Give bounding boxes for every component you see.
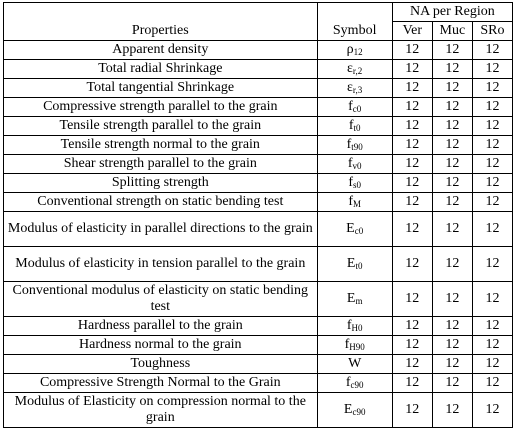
symbol-base: E <box>346 221 355 236</box>
symbol-base: f <box>348 194 353 209</box>
value-cell: 12 <box>472 212 512 247</box>
symbol-cell <box>317 374 392 393</box>
value-cell: 12 <box>392 317 432 336</box>
symbol-column-header: Symbol <box>317 22 392 41</box>
table-row <box>4 374 513 393</box>
property-cell: Toughness <box>4 355 318 374</box>
property-cell: Splitting strength <box>4 174 318 193</box>
property-cell: Hardness parallel to the grain <box>4 317 318 336</box>
value-cell: 12 <box>392 60 432 79</box>
symbol-cell <box>317 155 392 174</box>
value-cell: 12 <box>472 374 512 393</box>
symbol-subscript: c90 <box>350 380 364 390</box>
symbol-base: f <box>348 99 353 114</box>
value-cell: 12 <box>472 247 512 282</box>
value-cell: 12 <box>392 212 432 247</box>
value-cell: 12 <box>472 41 512 60</box>
symbol-subscript: H90 <box>349 342 365 352</box>
value-cell: 12 <box>432 317 472 336</box>
symbol-base: f <box>347 156 353 171</box>
table-row <box>4 174 513 193</box>
property-cell: Compressive Strength Normal to the Grain <box>4 374 318 393</box>
symbol-subscript: c0 <box>354 226 364 236</box>
value-cell: 12 <box>432 155 472 174</box>
symbol-cell <box>317 136 392 155</box>
value-cell: 12 <box>392 136 432 155</box>
value-cell: 12 <box>392 117 432 136</box>
value-cell: 12 <box>392 374 432 393</box>
value-cell: 12 <box>392 355 432 374</box>
value-cell: 12 <box>392 247 432 282</box>
symbol-subscript: v0 <box>352 161 362 171</box>
value-cell: 12 <box>472 136 512 155</box>
symbol-subscript: t0 <box>355 261 363 271</box>
value-cell: 12 <box>472 393 512 428</box>
value-cell: 12 <box>432 174 472 193</box>
property-cell: Hardness normal to the grain <box>4 336 318 355</box>
table-row <box>4 193 513 212</box>
properties-table <box>3 2 513 428</box>
table-row <box>4 282 513 317</box>
value-cell: 12 <box>472 336 512 355</box>
value-cell: 12 <box>432 41 472 60</box>
symbol-cell <box>317 282 392 317</box>
value-cell: 12 <box>472 282 512 317</box>
value-cell: 12 <box>392 41 432 60</box>
property-cell: Modulus of elasticity in tension parallel to the grain <box>4 247 318 282</box>
symbol-base: f <box>346 137 352 152</box>
value-cell: 12 <box>392 174 432 193</box>
value-cell: 12 <box>432 393 472 428</box>
table-row <box>4 79 513 98</box>
property-cell: Total tangential Shrinkage <box>4 79 318 98</box>
value-cell: 12 <box>432 60 472 79</box>
value-cell: 12 <box>432 79 472 98</box>
symbol-subscript: r,3 <box>352 85 363 95</box>
value-cell: 12 <box>472 355 512 374</box>
value-cell: 12 <box>432 136 472 155</box>
region-column-header-sro: SRo <box>472 22 512 41</box>
symbol-subscript: r,2 <box>352 66 363 76</box>
table-row <box>4 98 513 117</box>
symbol-cell <box>317 41 392 60</box>
symbol-base: ε <box>347 61 353 76</box>
symbol-subscript: c0 <box>352 104 362 114</box>
value-cell: 12 <box>432 193 472 212</box>
value-cell: 12 <box>472 317 512 336</box>
value-cell: 12 <box>432 247 472 282</box>
table-body <box>4 41 513 428</box>
table-row <box>4 212 513 247</box>
symbol-cell <box>317 79 392 98</box>
symbol-base: E <box>346 291 356 306</box>
symbol-cell <box>317 117 392 136</box>
value-cell: 12 <box>432 117 472 136</box>
value-cell: 12 <box>392 336 432 355</box>
symbol-subscript: H0 <box>351 323 363 333</box>
symbol-base: f <box>345 375 351 390</box>
table-row <box>4 136 513 155</box>
table-row <box>4 336 513 355</box>
property-cell: Modulus of elasticity in parallel directions to the grain <box>4 212 318 247</box>
symbol-cell <box>317 98 392 117</box>
symbol-base: f <box>348 175 353 190</box>
region-group-header: NA per Region <box>392 3 512 22</box>
symbol-cell <box>317 247 392 282</box>
property-cell: Conventional modulus of elasticity on static bending test <box>4 282 318 317</box>
table-row <box>4 60 513 79</box>
property-cell: Modulus of Elasticity on compression normal to the grain <box>4 393 318 428</box>
value-cell: 12 <box>432 282 472 317</box>
symbol-cell <box>317 193 392 212</box>
symbol-cell <box>317 212 392 247</box>
symbol-subscript: M <box>353 199 362 209</box>
symbol-base: W <box>348 356 362 371</box>
value-cell: 12 <box>392 193 432 212</box>
symbol-base: f <box>346 318 352 333</box>
symbol-base: E <box>343 402 353 417</box>
symbol-cell <box>317 317 392 336</box>
property-cell: Tensile strength normal to the grain <box>4 136 318 155</box>
table-row <box>4 247 513 282</box>
header-empty-cell <box>4 3 318 22</box>
value-cell: 12 <box>432 212 472 247</box>
value-cell: 12 <box>472 193 512 212</box>
header-row-group <box>4 3 513 22</box>
symbol-subscript: s0 <box>353 180 362 190</box>
symbol-subscript: m <box>355 296 363 306</box>
symbol-subscript: t90 <box>351 142 363 152</box>
property-cell: Conventional strength on static bending test <box>4 193 318 212</box>
value-cell: 12 <box>472 155 512 174</box>
region-column-header-ver: Ver <box>392 22 432 41</box>
table-row <box>4 41 513 60</box>
table-row <box>4 317 513 336</box>
value-cell: 12 <box>432 336 472 355</box>
value-cell: 12 <box>392 393 432 428</box>
symbol-cell <box>317 336 392 355</box>
value-cell: 12 <box>432 98 472 117</box>
value-cell: 12 <box>472 117 512 136</box>
symbol-base: ρ <box>346 42 354 57</box>
value-cell: 12 <box>392 79 432 98</box>
symbol-cell <box>317 393 392 428</box>
property-cell: Shear strength parallel to the grain <box>4 155 318 174</box>
symbol-cell <box>317 60 392 79</box>
header-empty-cell <box>317 3 392 22</box>
property-cell: Total radial Shrinkage <box>4 60 318 79</box>
value-cell: 12 <box>392 155 432 174</box>
symbol-base: E <box>346 256 356 271</box>
value-cell: 12 <box>432 355 472 374</box>
properties-column-header: Properties <box>4 22 318 41</box>
value-cell: 12 <box>392 98 432 117</box>
table-row <box>4 117 513 136</box>
table-row <box>4 355 513 374</box>
symbol-base: f <box>348 118 354 133</box>
table-row <box>4 393 513 428</box>
value-cell: 12 <box>472 174 512 193</box>
symbol-subscript: t0 <box>353 123 361 133</box>
symbol-subscript: 12 <box>353 47 363 57</box>
value-cell: 12 <box>472 79 512 98</box>
property-cell: Tensile strength parallel to the grain <box>4 117 318 136</box>
symbol-cell <box>317 355 392 374</box>
symbol-base: f <box>344 337 350 352</box>
value-cell: 12 <box>392 282 432 317</box>
symbol-subscript: c90 <box>352 407 366 417</box>
value-cell: 12 <box>432 374 472 393</box>
symbol-cell <box>317 174 392 193</box>
property-cell: Compressive strength parallel to the grain <box>4 98 318 117</box>
table-row <box>4 155 513 174</box>
region-column-header-muc: Muc <box>432 22 472 41</box>
property-cell: Apparent density <box>4 41 318 60</box>
value-cell: 12 <box>472 60 512 79</box>
header-row-columns <box>4 22 513 41</box>
symbol-base: ε <box>347 80 353 95</box>
value-cell: 12 <box>472 98 512 117</box>
